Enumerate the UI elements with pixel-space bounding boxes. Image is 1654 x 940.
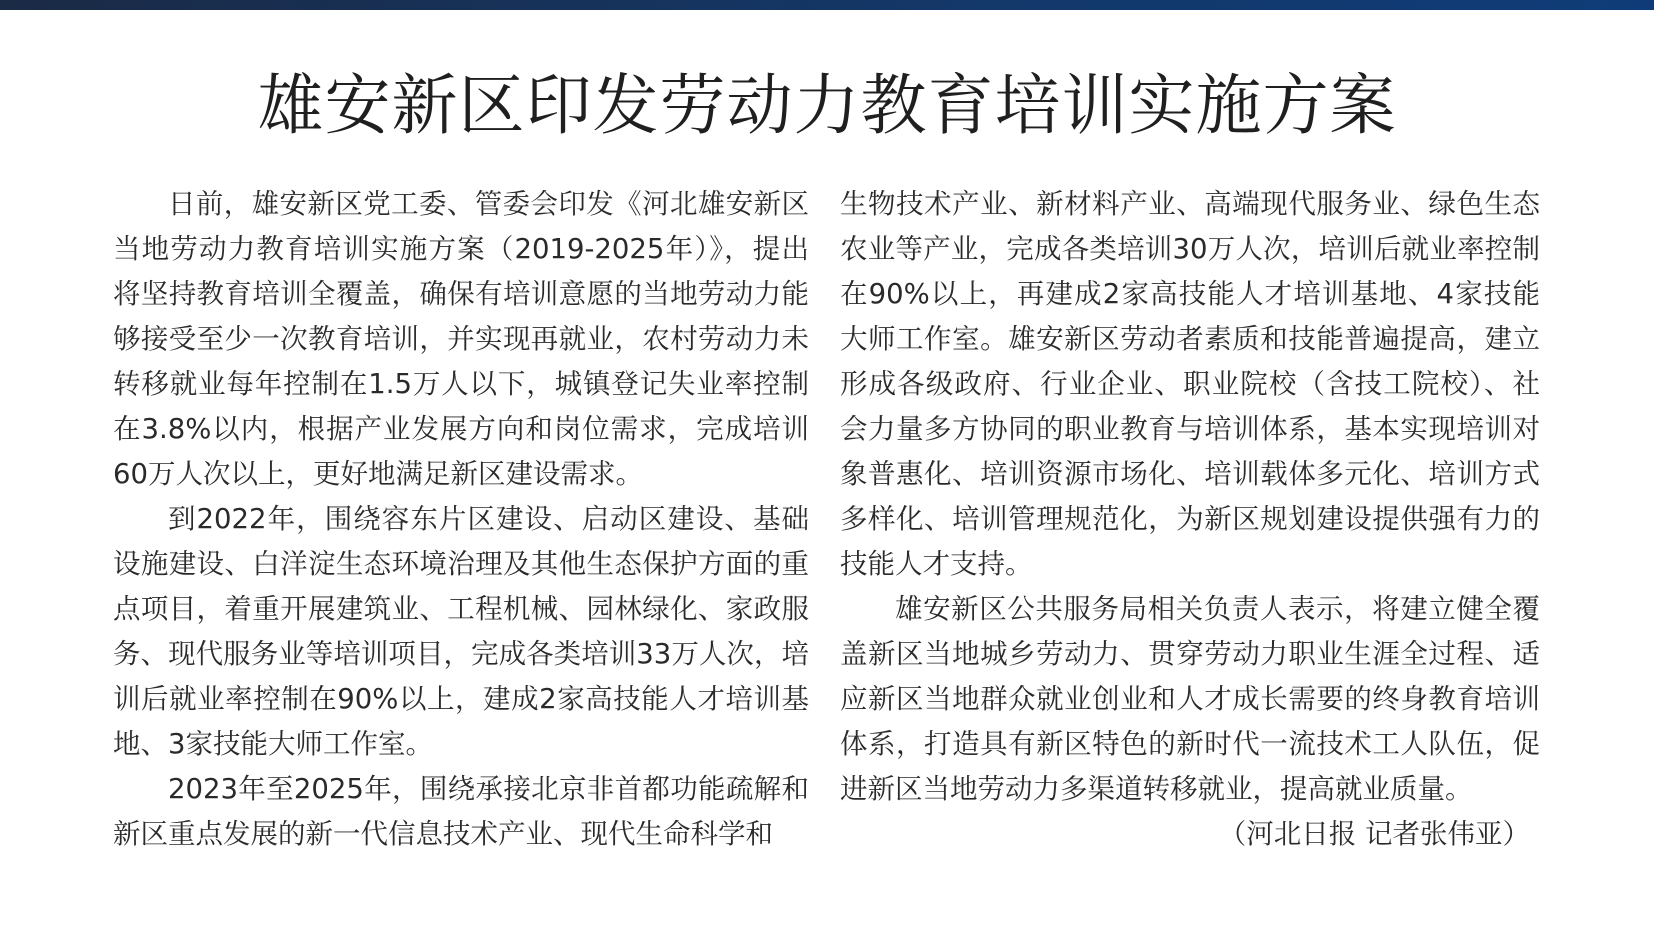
byline: （河北日报 记者张伟亚） (1218, 818, 1530, 850)
article-paragraph-text: 雄安新区公共服务局相关负责人表示，将建立健全覆盖新区当地城乡劳动力、贯穿劳动力职业生涯全过程、适应新区当地群众就业创业和人才成长需要的终身教育培训体系，打造具有新区特色的新时代一流技术工人队伍，促进新区当地劳动力多渠道转移就业，提高就业质量。 (840, 593, 1540, 805)
article-paragraph: 生物技术产业、新材料产业、高端现代服务业、绿色生态农业等产业，完成各类培训30万人次，培训后就业率控制在90%以上，再建成2家高技能人才培训基地、4家技能大师工作室。雄安新区劳动者素质和技能普遍提高，建立形成各级政府、行业企业、职业院校（含技工院校）、社会力量多方协同的职业教育与培训体系，基本实现培训对象普惠化、培训资源市场化、培训载体多元化、培训方式多样化、培训管理规范化，为新区规划建设提供强有力的技能人才支持。 (840, 188, 1540, 580)
article-paragraph: 2023年至2025年，围绕承接北京非首都功能疏解和新区重点发展的新一代信息技术产业、现代生命科学和 (113, 773, 809, 850)
article-paragraph: 日前，雄安新区党工委、管委会印发《河北雄安新区当地劳动力教育培训实施方案（2019-2025年）》，提出将坚持教育培训全覆盖，确保有培训意愿的当地劳动力能够接受至少一次教育培训，并实现再就业，农村劳动力未转移就业每年控制在1.5万人以下，城镇登记失业率控制在3.8%以内，根据产业发展方向和岗位需求，完成培训60万人次以上，更好地满足新区建设需求。 (113, 188, 809, 490)
article-paragraph-last (840, 587, 1540, 850)
article-column-right (840, 182, 1540, 857)
article-paragraph: 到2022年，围绕容东片区建设、启动区建设、基础设施建设、白洋淀生态环境治理及其他生态保护方面的重点项目，着重开展建筑业、工程机械、园林绿化、家政服务、现代服务业等培训项目，完成各类培训33万人次，培训后就业率控制在90%以上，建成2家高技能人才培训基地、3家技能大师工作室。 (113, 503, 809, 760)
top-accent-bar (0, 0, 1654, 10)
page-title: 雄安新区印发劳动力教育培训实施方案 (257, 67, 1397, 144)
article-column-left (113, 182, 809, 857)
